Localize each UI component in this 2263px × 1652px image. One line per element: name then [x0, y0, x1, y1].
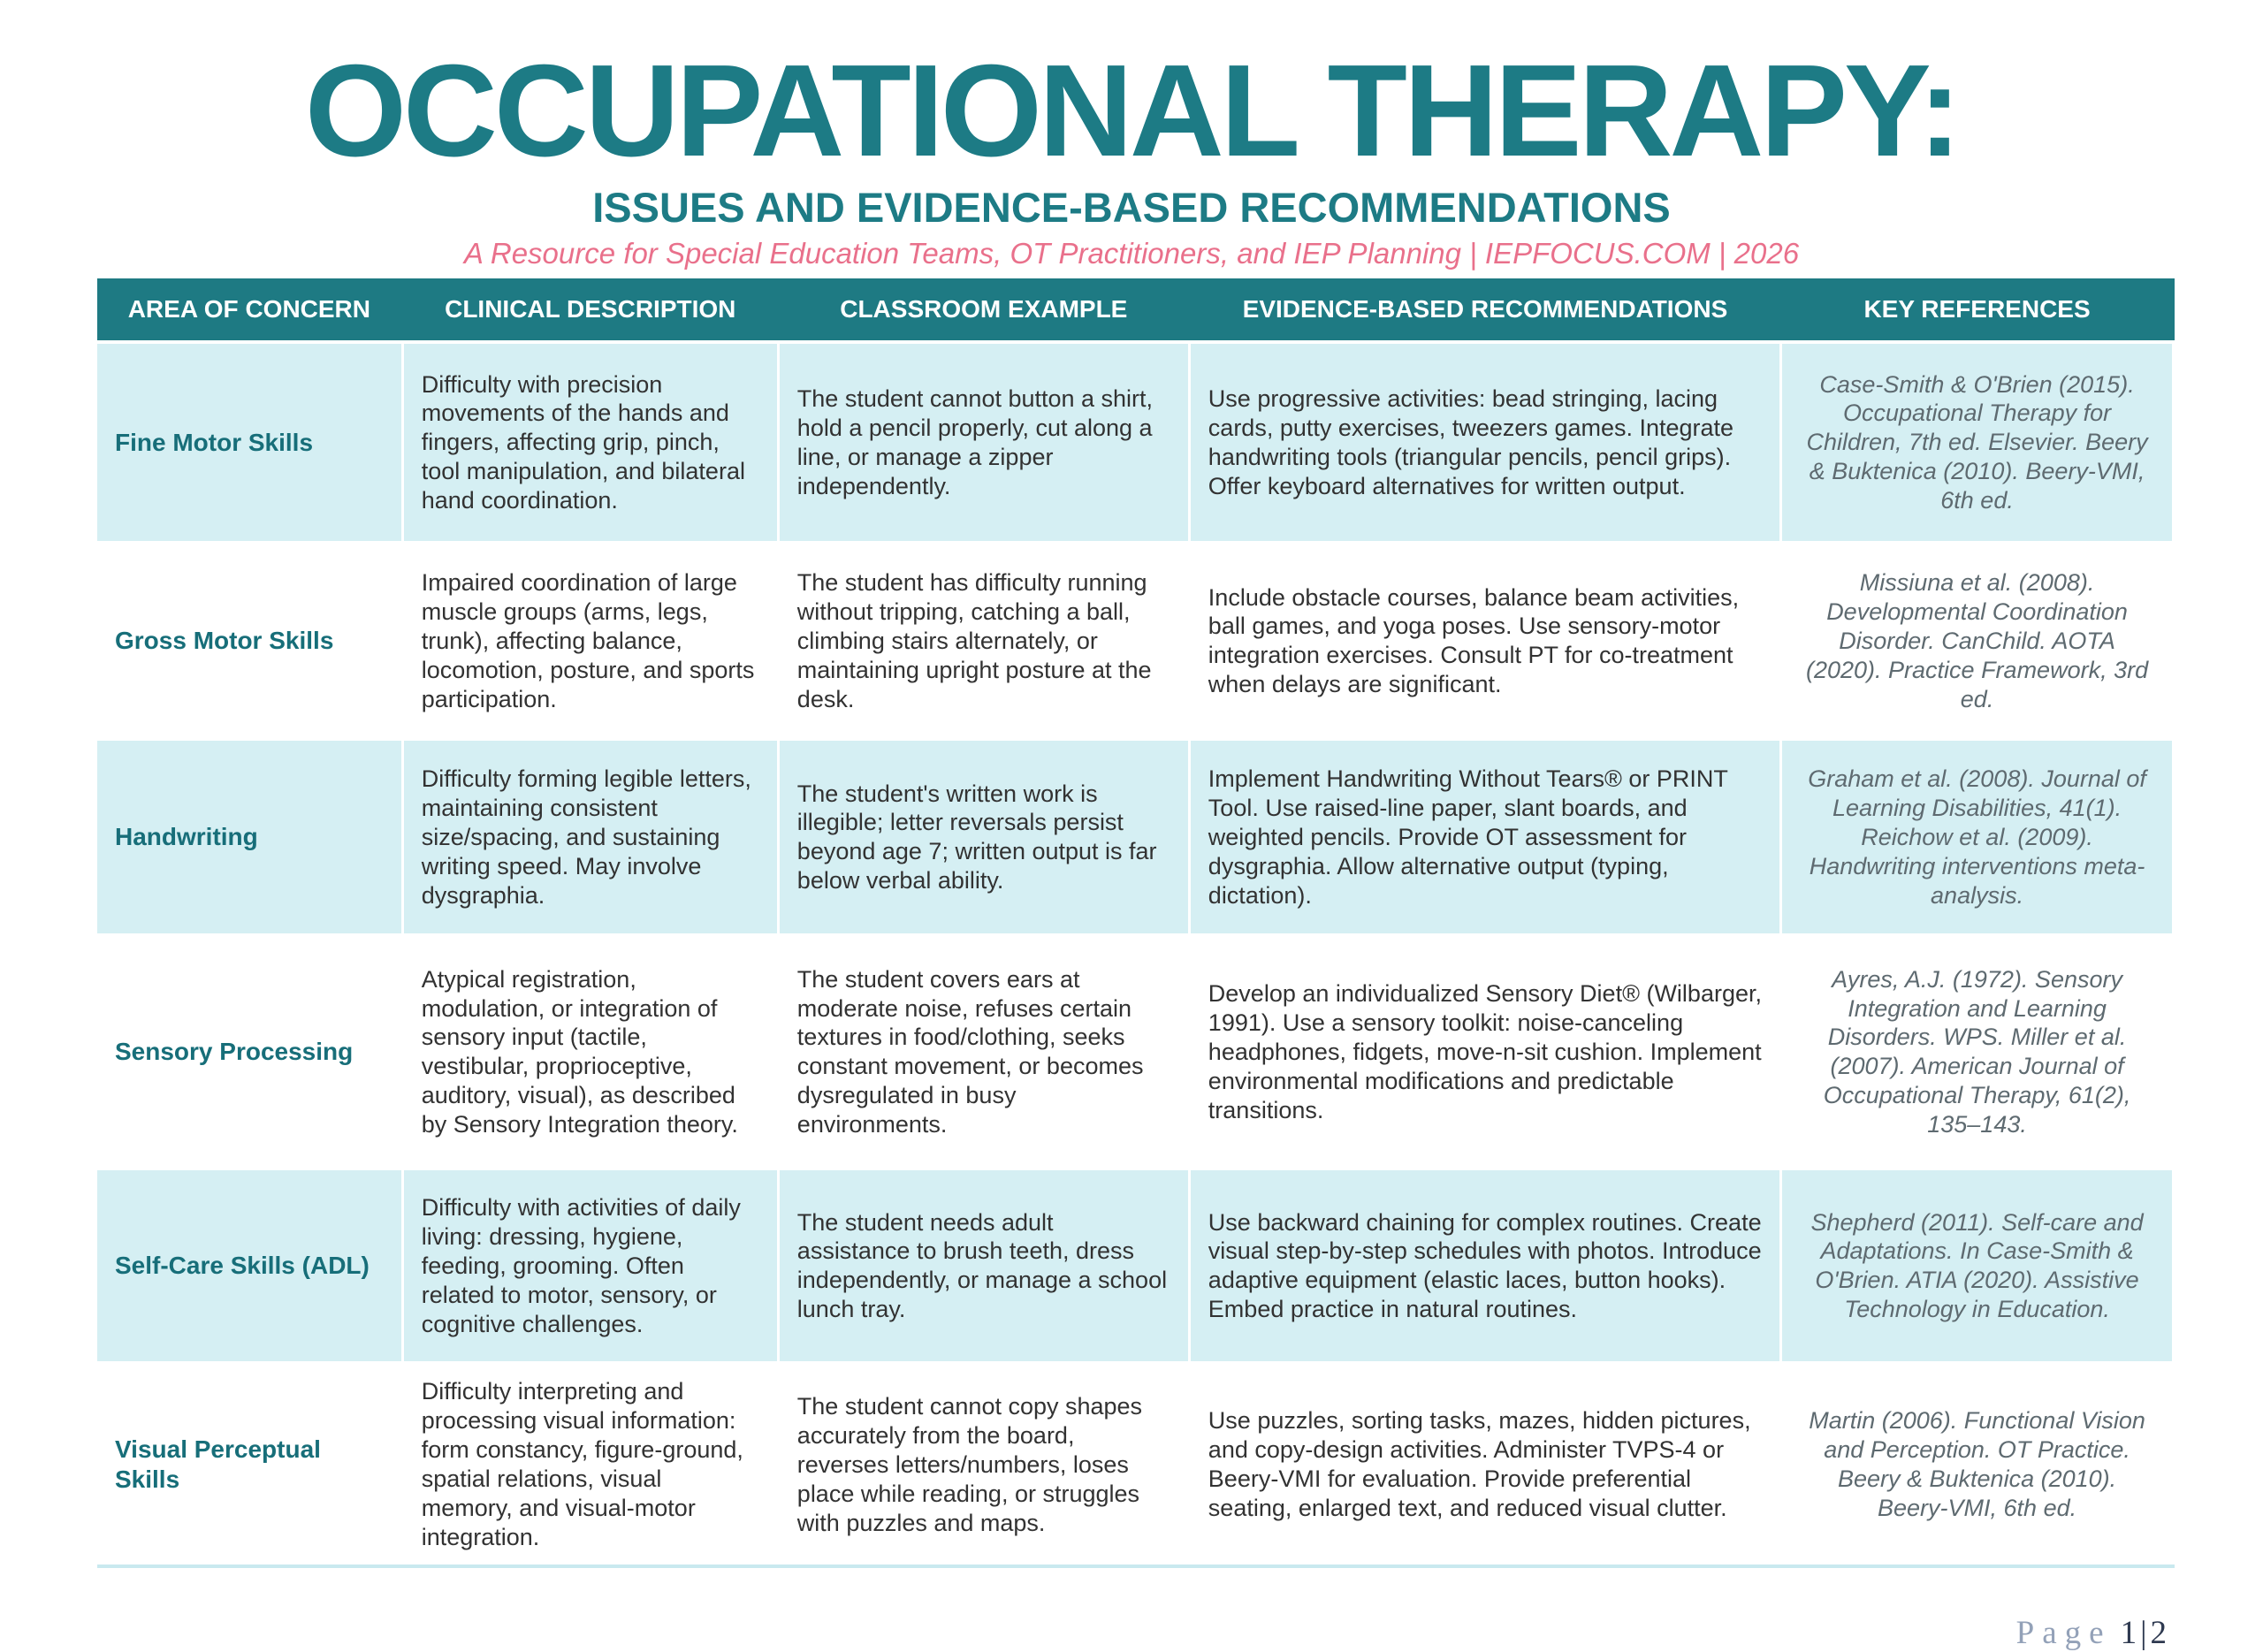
- recommendations-cell: Use backward chaining for complex routines. Create visual step-by-step schedules with photos. Introduce adaptive equipment (elastic laces, button hooks). Embed practice in natural routines.: [1189, 1169, 1780, 1363]
- clinical-description-cell: Atypical registration, modulation, or integration of sensory input (tactile, vestibular, proprioceptive, auditory, visual), as described by Sensory Integration theory.: [402, 935, 778, 1169]
- references-cell: Graham et al. (2008). Journal of Learning Disabilities, 41(1). Reichow et al. (2009). Handwriting interventions meta-analysis.: [1781, 739, 2174, 935]
- table-row: [97, 1363, 2174, 1566]
- page-title: OCCUPATIONAL THERAPY:: [304, 38, 1959, 184]
- table-row: [97, 543, 2174, 739]
- classroom-example-cell: The student's written work is illegible; letter reversals persist beyond age 7; written output is far below verbal ability.: [778, 739, 1189, 935]
- classroom-example-cell: The student cannot button a shirt, hold a pencil properly, cut along a line, or manage a zipper independently.: [778, 342, 1189, 543]
- page-number-label: Page: [2015, 1615, 2112, 1651]
- classroom-example-cell: The student cannot copy shapes accurately from the board, reverses letters/numbers, loses place while reading, or struggles with puzzles and maps.: [778, 1363, 1189, 1566]
- references-cell: Martin (2006). Functional Vision and Perception. OT Practice. Beery & Buktenica (2010). Beery-VMI, 6th ed.: [1781, 1363, 2174, 1566]
- table-row: [97, 935, 2174, 1169]
- table-row: [97, 342, 2174, 543]
- clinical-description-cell: Difficulty with activities of daily living: dressing, hygiene, feeding, grooming. Often related to motor, sensory, or cognitive challenges.: [402, 1169, 778, 1363]
- column-header-key-references: KEY REFERENCES: [1781, 278, 2174, 342]
- page-tagline: A Resource for Special Education Teams, OT Practitioners, and IEP Planning | IEPFOCUS.COM | 2026: [463, 237, 1800, 270]
- table-header-row: [97, 278, 2174, 342]
- classroom-example-cell: The student needs adult assistance to brush teeth, dress independently, or manage a school lunch tray.: [778, 1169, 1189, 1363]
- clinical-description-cell: Difficulty forming legible letters, maintaining consistent size/spacing, and sustaining writing speed. May involve dysgraphia.: [402, 739, 778, 935]
- area-label: Gross Motor Skills: [97, 543, 402, 739]
- recommendations-cell: Implement Handwriting Without Tears® or PRINT Tool. Use raised-line paper, slant boards, and weighted pencils. Provide OT assessment for dysgraphia. Allow alternative output (typing, dictation).: [1189, 739, 1780, 935]
- document-page: [0, 38, 2263, 1651]
- references-cell: Ayres, A.J. (1972). Sensory Integration and Learning Disorders. WPS. Miller et al. (2007). American Journal of Occupational Therapy, 61(2), 135–143.: [1781, 935, 2174, 1169]
- clinical-description-cell: Difficulty with precision movements of the hands and fingers, affecting grip, pinch, tool manipulation, and bilateral hand coordination.: [402, 342, 778, 543]
- references-cell: Case-Smith & O'Brien (2015). Occupational Therapy for Children, 7th ed. Elsevier. Beery & Buktenica (2010). Beery-VMI, 6th ed.: [1781, 342, 2174, 543]
- recommendations-cell: Use puzzles, sorting tasks, mazes, hidden pictures, and copy-design activities. Administer TVPS-4 or Beery-VMI for evaluation. Provide preferential seating, enlarged text, and reduced visual clutter.: [1189, 1363, 1780, 1566]
- recommendations-cell: Include obstacle courses, balance beam activities, ball games, and yoga poses. Use sensory-motor integration exercises. Consult PT for co-treatment when delays are significant.: [1189, 543, 1780, 739]
- page-footer: [0, 1614, 2170, 1652]
- recommendations-cell: Use progressive activities: bead stringing, lacing cards, putty exercises, tweezers games. Integrate handwriting tools (triangular pencils, pencil grips). Offer keyboard alternatives for written output.: [1189, 342, 1780, 543]
- table-row: [97, 1169, 2174, 1363]
- area-label: Visual Perceptual Skills: [97, 1363, 402, 1566]
- area-label: Fine Motor Skills: [97, 342, 402, 543]
- classroom-example-cell: The student covers ears at moderate noise, refuses certain textures in food/clothing, seeks constant movement, or becomes dysregulated in busy environments.: [778, 935, 1189, 1169]
- clinical-description-cell: Impaired coordination of large muscle groups (arms, legs, trunk), affecting balance, locomotion, posture, and sports participation.: [402, 543, 778, 739]
- column-header-clinical-description: CLINICAL DESCRIPTION: [402, 278, 778, 342]
- page-subtitle: ISSUES AND EVIDENCE-BASED RECOMMENDATIONS: [592, 184, 1671, 232]
- references-cell: Shepherd (2011). Self-care and Adaptations. In Case-Smith & O'Brien. ATIA (2020). Assistive Technology in Education.: [1781, 1169, 2174, 1363]
- recommendations-cell: Develop an individualized Sensory Diet® (Wilbarger, 1991). Use a sensory toolkit: noise-canceling headphones, fidgets, move-n-sit cushion. Implement environmental modifications and predictable transitions.: [1189, 935, 1780, 1169]
- clinical-description-cell: Difficulty interpreting and processing visual information: form constancy, figure-ground, spatial relations, visual memory, and visual-motor integration.: [402, 1363, 778, 1566]
- page-number-value: 1|2: [2120, 1615, 2170, 1651]
- column-header-evidence-based-recommendations: EVIDENCE-BASED RECOMMENDATIONS: [1189, 278, 1780, 342]
- area-label: Self-Care Skills (ADL): [97, 1169, 402, 1363]
- column-header-area-of-concern: AREA OF CONCERN: [97, 278, 402, 342]
- table-row: [97, 739, 2174, 935]
- ot-issues-table: [97, 278, 2175, 1568]
- references-cell: Missiuna et al. (2008). Developmental Coordination Disorder. CanChild. AOTA (2020). Practice Framework, 3rd ed.: [1781, 543, 2174, 739]
- area-label: Handwriting: [97, 739, 402, 935]
- area-label: Sensory Processing: [97, 935, 402, 1169]
- classroom-example-cell: The student has difficulty running without tripping, catching a ball, climbing stairs alternately, or maintaining upright posture at the desk.: [778, 543, 1189, 739]
- column-header-classroom-example: CLASSROOM EXAMPLE: [778, 278, 1189, 342]
